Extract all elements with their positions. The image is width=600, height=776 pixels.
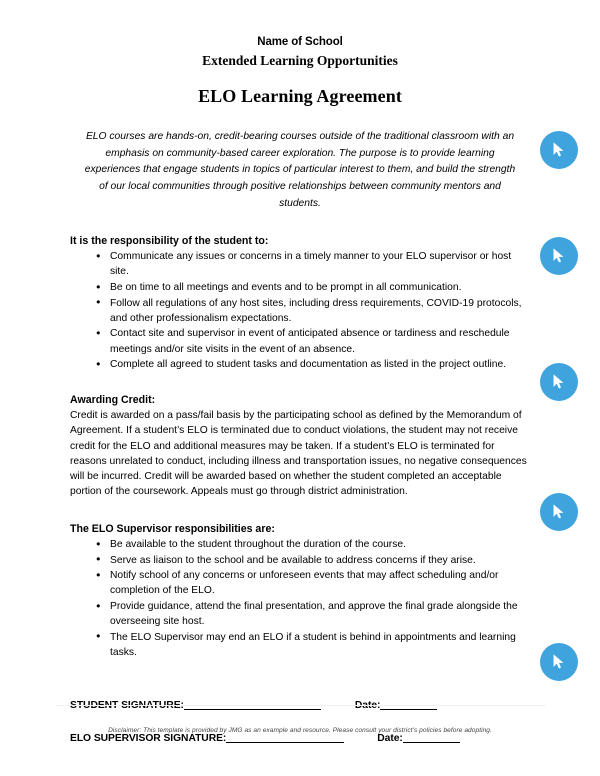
program-name: Extended Learning Opportunities bbox=[202, 53, 398, 68]
list-item: ● Notify school of any concerns or unforeseen events that may affect scheduling and/or completion of the ELO. bbox=[96, 568, 530, 598]
footer-disclaimer: Disclaimer: This template is provided by JMG as an example and resource. Please consult your district’s policies before adopting. bbox=[108, 727, 492, 734]
cursor-arrow-icon bbox=[550, 373, 567, 390]
student-section-heading: It is the responsibility of the student to: bbox=[70, 235, 269, 248]
student-signature-line[interactable] bbox=[184, 709, 321, 710]
cursor-marker-5[interactable] bbox=[540, 643, 578, 681]
school-name: Name of School bbox=[257, 36, 343, 48]
cursor-marker-2[interactable] bbox=[540, 237, 578, 275]
awarding-credit-section bbox=[70, 394, 530, 499]
student-date-line[interactable] bbox=[380, 709, 437, 710]
list-item: ● Provide guidance, attend the final presentation, and approve the final grade alongside the overseeing site host. bbox=[96, 599, 530, 629]
cursor-marker-1[interactable] bbox=[540, 131, 578, 169]
list-item: ● Complete all agreed to student tasks and documentation as listed in the project outline. bbox=[96, 357, 530, 372]
supervisor-section-heading: The ELO Supervisor responsibilities are: bbox=[70, 523, 275, 536]
supervisor-responsibilities-section bbox=[70, 523, 530, 660]
cursor-arrow-icon bbox=[550, 653, 567, 670]
list-item: ● Contact site and supervisor in event of anticipated absence or tardiness and reschedule meetings and/or site visits in the event of an absence. bbox=[96, 326, 530, 356]
page-title: ELO Learning Agreement bbox=[198, 86, 402, 106]
cursor-arrow-icon bbox=[550, 503, 567, 520]
supervisor-signature-row bbox=[70, 733, 530, 744]
cursor-marker-3[interactable] bbox=[540, 363, 578, 401]
footer-divider bbox=[56, 705, 546, 706]
document-header bbox=[70, 36, 530, 107]
cursor-arrow-icon bbox=[550, 141, 567, 158]
supervisor-bullet-list bbox=[70, 537, 530, 660]
list-item: ● Be on time to all meetings and events and to be prompt in all communication. bbox=[96, 280, 530, 295]
signature-block bbox=[70, 700, 530, 744]
list-item: ● Follow all regulations of any host sites, including dress requirements, COVID-19 protocols, and other professionalism expectations. bbox=[96, 296, 530, 326]
awarding-credit-body: Credit is awarded on a pass/fail basis by the participating school as defined by the Memorandum of Agreement. If a student’s ELO is terminated due to conduct violations, the student may not receive credit for the ELO and additional measures may be taken. If a student’s ELO is terminated for reasons unrelated to conduct, including illness and transportation issues, no negative consequences will be incurred. Credit will be awarded based on whether the student completed an acceptable portion of the coursework. Appeals must go through district administration. bbox=[70, 410, 527, 497]
awarding-credit-heading: Awarding Credit: bbox=[70, 394, 156, 407]
cursor-marker-4[interactable] bbox=[540, 493, 578, 531]
supervisor-date-label: Date: bbox=[377, 733, 403, 745]
list-item: ● Communicate any issues or concerns in a timely manner to your ELO supervisor or host site. bbox=[96, 249, 530, 279]
intro-paragraph: ELO courses are hands-on, credit-bearing courses outside of the traditional classroom with an emphasis on community-based career exploration. The purpose is to provide learning experiences that engage students in topics of particular interest to them, and build the strength of our local communities through positive relationships between community mentors and students. bbox=[84, 131, 516, 209]
list-item: ● The ELO Supervisor may end an ELO if a student is behind in appointments and learning tasks. bbox=[96, 630, 530, 660]
supervisor-date-line[interactable] bbox=[403, 742, 460, 743]
student-bullet-list bbox=[70, 249, 530, 372]
cursor-arrow-icon bbox=[550, 247, 567, 264]
list-item: ● Be available to the student throughout the duration of the course. bbox=[96, 537, 530, 552]
list-item: ● Serve as liaison to the school and be available to address concerns if they arise. bbox=[96, 553, 530, 568]
supervisor-signature-line[interactable] bbox=[226, 742, 344, 743]
student-responsibilities-section bbox=[70, 235, 530, 372]
supervisor-signature-label: ELO SUPERVISOR SIGNATURE: bbox=[70, 733, 227, 745]
document-content bbox=[70, 0, 530, 766]
